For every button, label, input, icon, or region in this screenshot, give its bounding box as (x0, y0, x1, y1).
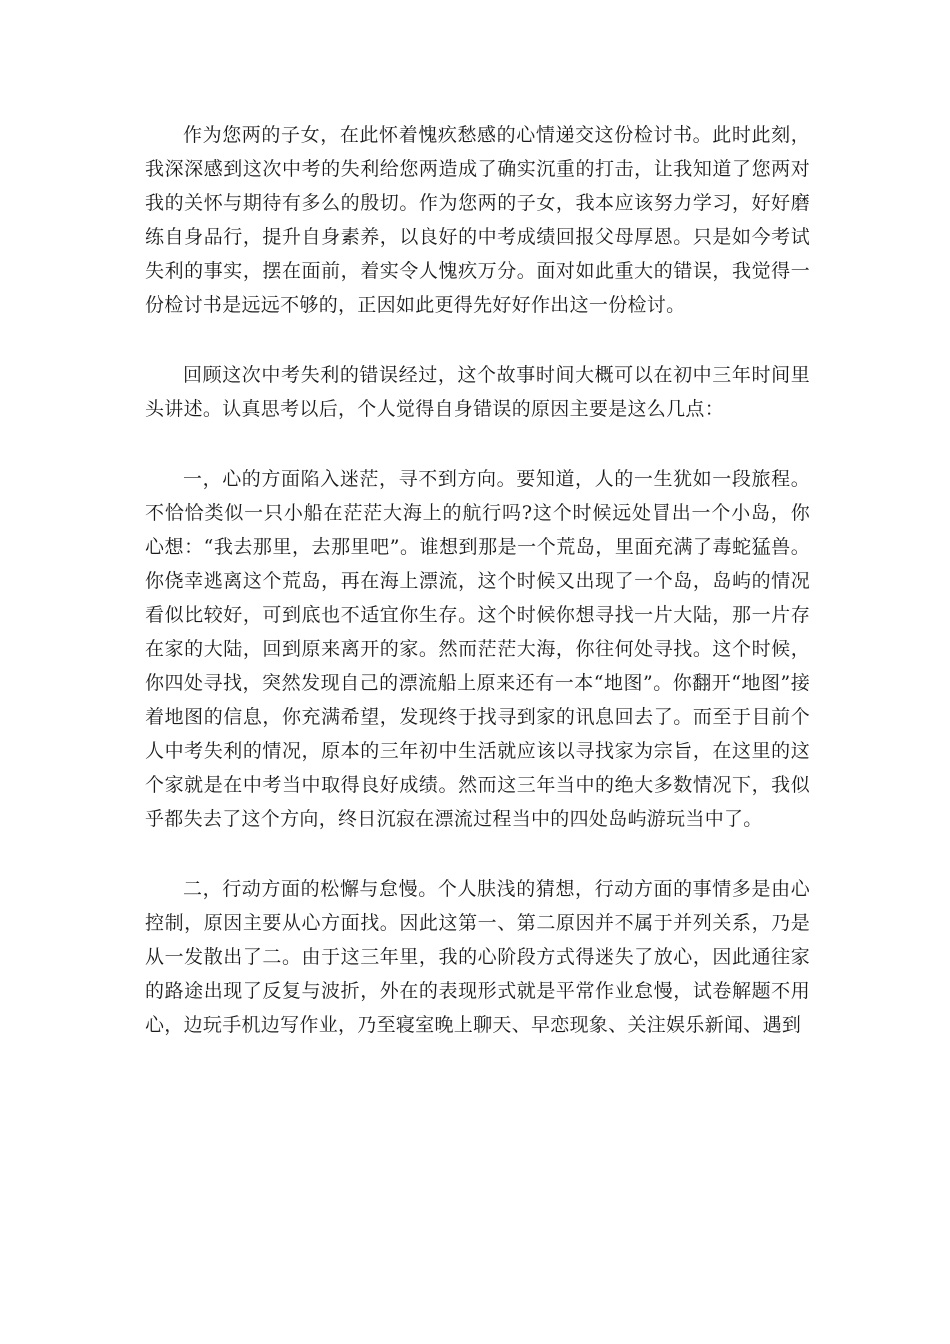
paragraph-reason-two: 二，行动方面的松懈与怠慢。个人肤浅的猜想，行动方面的事情多是由心控制，原因主要从心方面找。因此这第一、第二原因并不属于并列关系，乃是从一发散出了二。由于这三年里，我的心阶段方式得迷失了放心，因此通往家的路途出现了反复与波折，外在的表现形式就是平常作业怠慢，试卷解题不用心，边玩手机边写作业，乃至寝室晚上聊天、早恋现象、关注娱乐新闻、遇到 (145, 878, 810, 1036)
paragraph-reason-one: 一，心的方面陷入迷茫，寻不到方向。要知道，人的一生犹如一段旅程。不恰恰类似一只小船在茫茫大海上的航行吗?这个时候远处冒出一个小岛，你心想：“我去那里，去那里吧”。谁想到那是一个荒岛，里面充满了毒蛇猛兽。你侥幸逃离这个荒岛，再在海上漂流，这个时候又出现了一个岛，岛屿的情况看似比较好，可到底也不适宜你生存。这个时候你想寻找一片大陆，那一片存在家的大陆，回到原来离开的家。然而茫茫大海，你往何处寻找。这个时候，你四处寻找，突然发现自己的漂流船上原来还有一本“地图”。你翻开“地图”接着地图的信息，你充满希望，发现终于找寻到家的讯息回去了。而至于目前个人中考失利的情况，原本的三年初中生活就应该以寻找家为宗旨，在这里的这个家就是在中考当中取得良好成绩。然而这三年当中的绝大多数情况下，我似乎都失去了这个方向，终日沉寂在漂流过程当中的四处岛屿游玩当中了。 (145, 468, 810, 830)
document-body (145, 118, 810, 1078)
paragraph-review: 回顾这次中考失利的错误经过，这个故事时间大概可以在初中三年时间里头讲述。认真思考以后，个人觉得自身错误的原因主要是这么几点： (145, 364, 810, 420)
paragraph-intro: 作为您两的子女，在此怀着愧疚愁感的心情递交这份检讨书。此时此刻，我深深感到这次中考的失利给您两造成了确实沉重的打击，让我知道了您两对我的关怀与期待有多么的殷切。作为您两的子女，我本应该努力学习，好好磨练自身品行，提升自身素养，以良好的中考成绩回报父母厚恩。只是如今考试失利的事实，摆在面前，着实令人愧疚万分。面对如此重大的错误，我觉得一份检讨书是远远不够的，正因如此更得先好好作出这一份检讨。 (145, 124, 810, 316)
